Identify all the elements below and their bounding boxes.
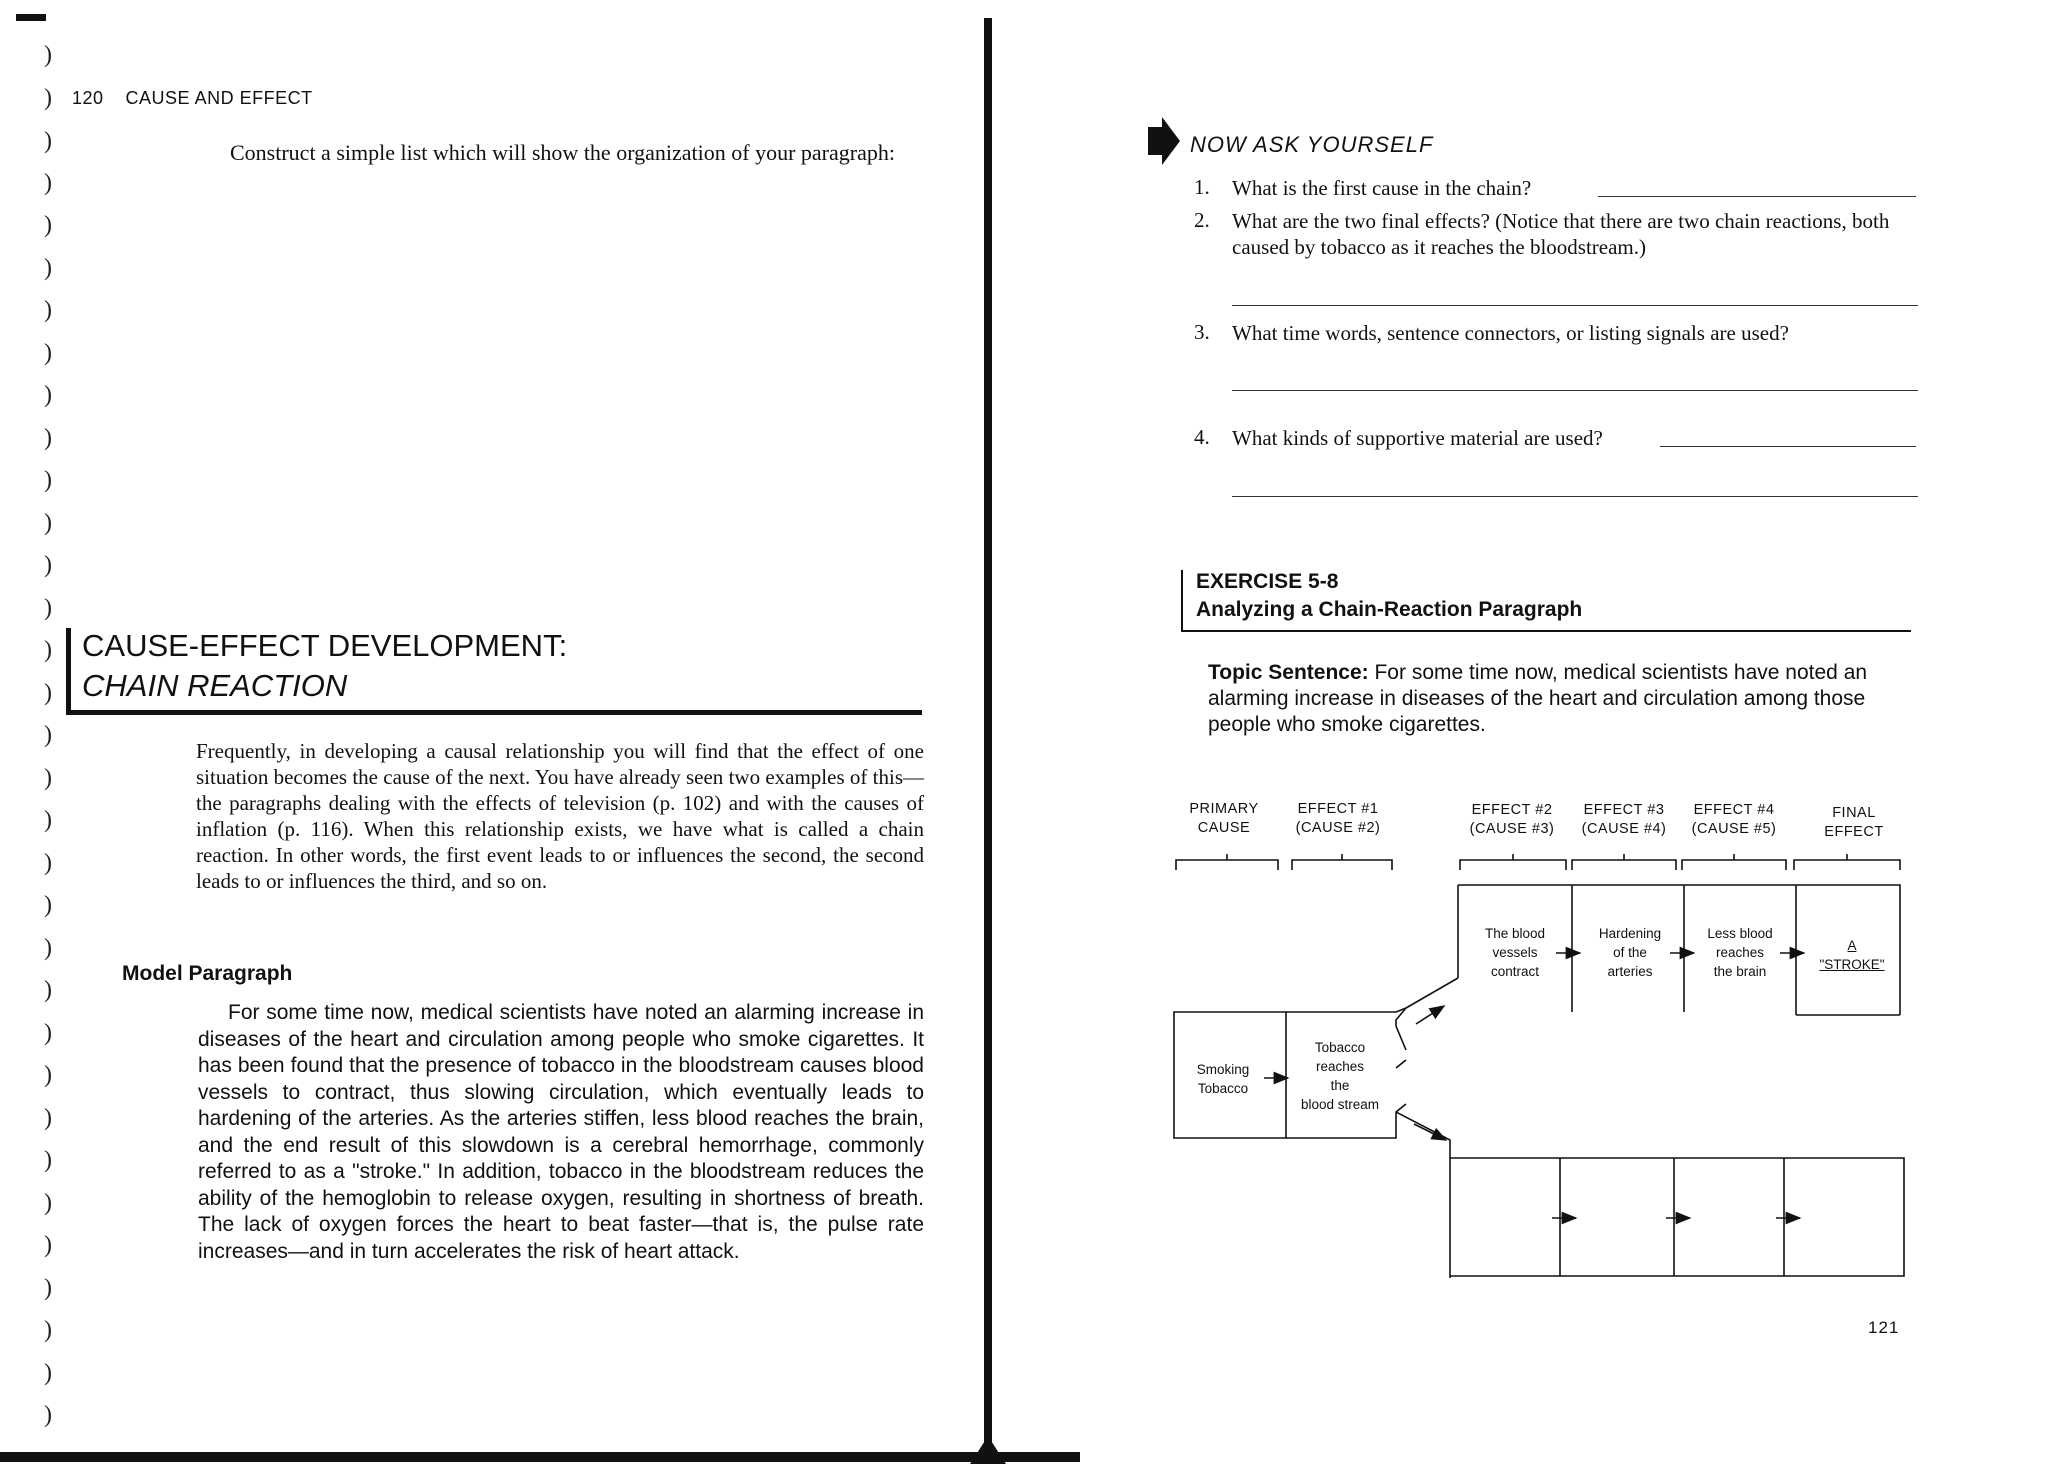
binding-mark: ) (44, 42, 52, 68)
effect3-text (1582, 924, 1678, 981)
section-title-line1: CAUSE-EFFECT DEVELOPMENT: (82, 628, 568, 663)
header-line: EFFECT (1824, 824, 1884, 840)
section-bar (66, 628, 71, 712)
page-number-right: 121 (1868, 1318, 1900, 1337)
final-effect-text (1802, 936, 1902, 974)
header-bracket (1176, 854, 1278, 870)
binding-mark: ) (44, 637, 52, 663)
answer-line[interactable] (1660, 446, 1916, 447)
diagram-header-effect-2 (1456, 801, 1568, 839)
binding-mark: ) (44, 1020, 52, 1046)
binding-mark: ) (44, 1147, 52, 1173)
answer-line[interactable] (1232, 305, 1918, 306)
binding-mark: ) (44, 595, 52, 621)
header-bracket (1460, 854, 1566, 870)
question-2-number: 2. (1194, 208, 1210, 232)
box-line: reaches (1715, 945, 1765, 960)
binding-mark: ) (44, 128, 52, 154)
answer-line[interactable] (1232, 390, 1918, 391)
question-3-text: What time words, sentence connectors, or listing signals are used? (1232, 321, 1789, 345)
question-4-text: What kinds of supportive material are used? (1232, 426, 1603, 450)
header-line: EFFECT #3 (1583, 802, 1665, 818)
box-line: The blood (1484, 926, 1546, 941)
box-line: vessels (1492, 945, 1538, 960)
binding-mark: ) (44, 1062, 52, 1088)
diagram-header-effect-3 (1568, 801, 1680, 839)
binding-mark: ) (44, 85, 52, 111)
exercise-rule (1181, 630, 1911, 632)
binding-mark: ) (44, 722, 52, 748)
header-line: FINAL (1832, 805, 1876, 821)
box-line: blood stream (1300, 1097, 1380, 1112)
header-bracket (1572, 854, 1676, 870)
upper-chain-diag (1406, 978, 1458, 1008)
box-line: of the (1613, 945, 1647, 960)
box-line: Smoking (1196, 1062, 1250, 1077)
box-line: contract (1490, 964, 1540, 979)
lower-chain-diag (1396, 1112, 1450, 1278)
section-title (82, 626, 567, 706)
binding-mark: ) (44, 892, 52, 918)
exercise-number: EXERCISE 5-8 (1196, 570, 1339, 593)
header-bracket (1292, 854, 1392, 870)
question-1-text: What is the first cause in the chain? (1232, 176, 1532, 200)
binding-mark: ) (44, 212, 52, 238)
model-paragraph-text: For some time now, medical scientists have noted an alarming increase in diseases of the heart and circulation among people who smoke cigarettes. It has been found that the presence of tobacco in the bloodstream causes blood vessels to contract, thus slowing circulation, which eventually leads to hardening of the arteries. As the arteries stiffen, less blood reaches the brain, and the end result of this slowdown is a cerebral hemorrhage, commonly referred to as a "stroke." In addition, tobacco in the bloodstream reduces the ability of the hemoglobin to release oxygen, resulting in shortness of breath. The lack of oxygen forces the heart to beat faster—that is, the pulse rate increases—and in turn accelerates the risk of heart attack. (198, 1001, 924, 1263)
header-line: CAUSE (1197, 820, 1251, 836)
list-instruction: Construct a simple list which will show the organization of your paragraph: (230, 140, 895, 165)
diagram-header-final-effect (1806, 804, 1902, 842)
binding-mark: ) (44, 170, 52, 196)
header-line: (CAUSE #3) (1469, 821, 1555, 837)
box-line: Tobacco (1197, 1081, 1249, 1096)
binding-mark: ) (44, 340, 52, 366)
box-line: the brain (1713, 964, 1767, 979)
header-line: EFFECT #1 (1297, 801, 1379, 817)
box-line: Hardening (1598, 926, 1662, 941)
answer-line[interactable] (1598, 196, 1916, 197)
header-line: EFFECT #4 (1693, 802, 1775, 818)
binding-mark: ) (44, 1105, 52, 1131)
question-1-number: 1. (1194, 175, 1210, 199)
header-line: EFFECT #2 (1471, 802, 1553, 818)
binding-mark: ) (44, 1317, 52, 1343)
arrow-to-upper-chain (1416, 1006, 1444, 1024)
effect4-text (1692, 924, 1788, 981)
book-spine (984, 18, 992, 1460)
binding-mark: ) (44, 467, 52, 493)
exercise-title: Analyzing a Chain-Reaction Paragraph (1196, 598, 1583, 621)
arrow-to-lower-chain (1414, 1124, 1446, 1140)
binding-mark: ) (44, 255, 52, 281)
binding-mark: ) (44, 1275, 52, 1301)
effect1-text (1286, 1038, 1394, 1114)
header-bracket (1794, 854, 1900, 870)
binding-mark: ) (44, 1190, 52, 1216)
primary-cause-text (1176, 1060, 1270, 1098)
topic-sentence-label: Topic Sentence: (1208, 661, 1369, 684)
binding-mark: ) (44, 977, 52, 1003)
intro-paragraph: Frequently, in developing a causal relationship you will find that the effect of one situation becomes the cause of the next. You have already seen two examples of this—the paragraphs dealing with the effects of television (p. 102) and with the causes of inflation (p. 116). When this relationship exists, we have what is called a chain reaction. In other words, the first event leads to or influences the second, the second leads to or influences the third, and so on. (196, 739, 924, 893)
binding-mark: ) (44, 552, 52, 578)
now-ask-heading: NOW ASK YOURSELF (1190, 132, 1434, 157)
binding-mark: ) (44, 510, 52, 536)
answer-line[interactable] (1232, 496, 1918, 497)
binding-mark: ) (44, 680, 52, 706)
section-title-line2: CHAIN REACTION (82, 668, 348, 703)
model-heading: Model Paragraph (122, 962, 293, 985)
header-line: PRIMARY (1189, 801, 1259, 817)
chain-reaction-diagram (1160, 840, 1920, 1280)
scan-bottom-edge (0, 1452, 1080, 1462)
effect1-bevel (1396, 1026, 1406, 1050)
header-line: (CAUSE #4) (1581, 821, 1667, 837)
binding-mark: ) (44, 1360, 52, 1386)
chapter-title: CAUSE AND EFFECT (125, 88, 313, 108)
lower-chain-box (1450, 1158, 1904, 1276)
header-line: (CAUSE #5) (1691, 821, 1777, 837)
binding-mark: ) (44, 297, 52, 323)
binding-mark: ) (44, 850, 52, 876)
effect2-text (1468, 924, 1562, 981)
topic-sentence (1208, 660, 1908, 738)
question-4-number: 4. (1194, 425, 1210, 449)
diagram-header-primary-cause (1176, 800, 1272, 838)
exercise-bar (1181, 570, 1183, 630)
running-head (72, 88, 335, 109)
box-line: reaches (1315, 1059, 1365, 1074)
page-number-left: 120 (72, 88, 104, 108)
box-line: Tobacco (1314, 1040, 1366, 1055)
binding-mark: ) (44, 765, 52, 791)
binding-mark: ) (44, 1402, 52, 1428)
binding-mark: ) (44, 1232, 52, 1258)
binding-mark: ) (44, 382, 52, 408)
binding-mark: ) (44, 807, 52, 833)
diagram-header-effect-4 (1678, 801, 1790, 839)
box-line: the (1330, 1078, 1350, 1093)
header-bracket (1682, 854, 1786, 870)
box-line: Less blood (1707, 926, 1773, 941)
question-3-number: 3. (1194, 320, 1210, 344)
section-rule (66, 710, 922, 715)
diagram-header-effect-1 (1282, 800, 1394, 838)
arrow-icon (1146, 117, 1180, 165)
binding-mark: ) (44, 935, 52, 961)
binding-mark: ) (44, 425, 52, 451)
box-line: "STROKE" (1819, 957, 1885, 972)
box-line: A (1847, 938, 1857, 953)
model-paragraph (198, 1000, 924, 1265)
header-line: (CAUSE #2) (1295, 820, 1381, 836)
question-2-text: What are the two final effects? (Notice that there are two chain reactions, both caused by tobacco as it reaches the bloodstream.) (1232, 209, 1890, 259)
scan-corner-mark (16, 14, 46, 21)
box-line: arteries (1607, 964, 1653, 979)
exercise-heading (1196, 568, 1582, 624)
topic-sentence-text: For some time now, medical scientists have noted an alarming increase in diseases of the heart and circulation among those people who smoke cigarettes. (1208, 661, 1868, 736)
